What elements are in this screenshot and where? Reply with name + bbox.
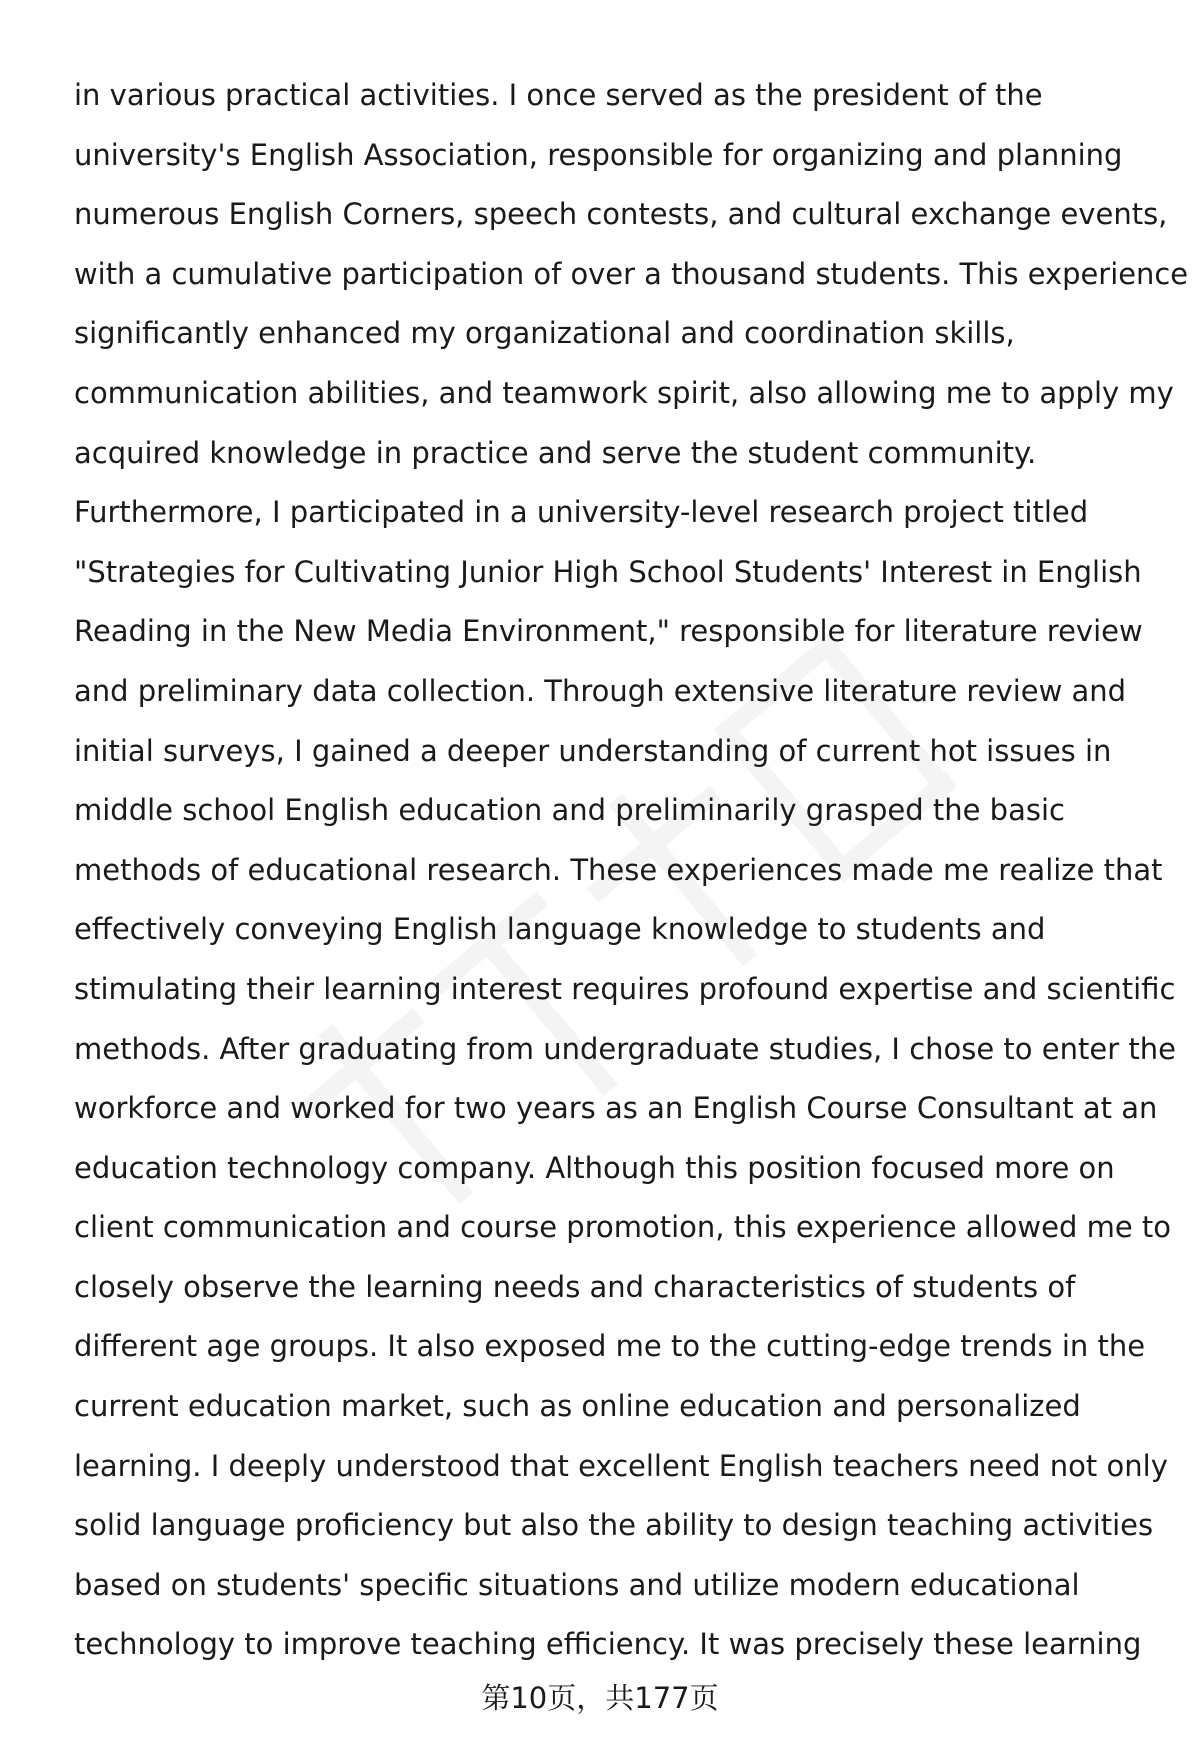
text-line: based on students' specific situations and utilize modern educational	[74, 1567, 1080, 1602]
text-line: methods. After graduating from undergraduate studies, I chose to enter the	[74, 1031, 1176, 1066]
text-line: significantly enhanced my organizational and coordination skills,	[74, 316, 1015, 351]
text-line: middle school English education and preliminarily grasped the basic	[74, 793, 1065, 828]
text-line: client communication and course promotion, this experience allowed me to	[74, 1210, 1172, 1245]
text-line: current education market, such as online education and personalized	[74, 1389, 1081, 1424]
text-line: closely observe the learning needs and characteristics of students of	[74, 1269, 1076, 1304]
text-line: solid language proficiency but also the ability to design teaching activities	[74, 1508, 1154, 1543]
text-line: numerous English Corners, speech contests, and cultural exchange events,	[74, 197, 1168, 232]
text-line: in various practical activities. I once served as the president of the	[74, 78, 1043, 112]
text-line: with a cumulative participation of over a thousand students. This experience	[74, 256, 1189, 291]
text-line: learning. I deeply understood that excellent English teachers need not only	[74, 1448, 1168, 1483]
text-line: initial surveys, I gained a deeper understanding of current hot issues in	[74, 733, 1112, 768]
text-line: stimulating their learning interest requires profound expertise and scientific	[74, 971, 1176, 1006]
body-text	[74, 66, 1189, 1675]
text-line: and preliminary data collection. Through extensive literature review and	[74, 673, 1127, 708]
text-line: technology to improve teaching efficiency. It was precisely these learning	[74, 1627, 1142, 1662]
text-line: education technology company. Although this position focused more on	[74, 1150, 1115, 1185]
text-line: Furthermore, I participated in a university-level research project titled	[74, 495, 1089, 530]
text-line: Reading in the New Media Environment," responsible for literature review	[74, 614, 1143, 649]
text-line: methods of educational research. These experiences made me realize that	[74, 852, 1163, 887]
text-line: "Strategies for Cultivating Junior High School Students' Interest in English	[74, 554, 1142, 589]
page-number: 第10页，共177页	[481, 1681, 719, 1715]
text-line: effectively conveying English language knowledge to students and	[74, 912, 1046, 947]
text-line: acquired knowledge in practice and serve the student community.	[74, 435, 1037, 470]
text-line: workforce and worked for two years as an English Course Consultant at an	[74, 1091, 1158, 1126]
text-line: university's English Association, responsible for organizing and planning	[74, 137, 1123, 172]
text-line: communication abilities, and teamwork spirit, also allowing me to apply my	[74, 375, 1174, 410]
text-line: different age groups. It also exposed me to the cutting-edge trends in the	[74, 1329, 1146, 1364]
